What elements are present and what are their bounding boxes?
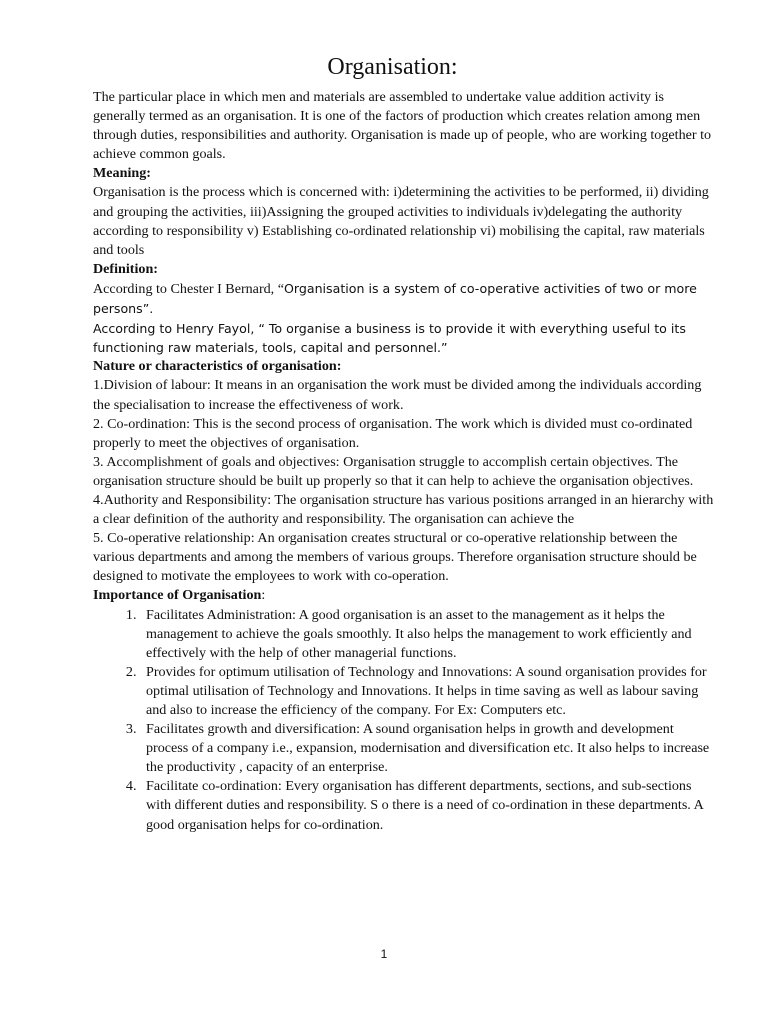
definition-heading: Definition: — [93, 260, 158, 277]
importance-heading-colon: : — [261, 587, 266, 604]
nature-item: 1.Division of labour: It means in an organisation the work must be divided among the individuals according the specialisation to increase the effectiveness of work. — [93, 377, 702, 413]
importance-heading-text: Importance of Organisation — [93, 587, 262, 604]
nature-item: 3. Accomplishment of goals and objectives: Organisation struggle to accomplish certain objectives. The organisation structure should be built up properly so that it can help to achieve the organisation objectives. — [93, 453, 694, 489]
nature-item: 2. Co-ordination: This is the second process of organisation. The work which is divided must co-ordinated properly to meet the objectives of organisation. — [93, 415, 693, 451]
nature-item: 4.Authority and Responsibility: The organisation structure has various positions arranged in an hierarchy with a clear definition of the authority and responsibility. The organisation can achieve the — [93, 491, 714, 528]
intro-paragraph: The particular place in which men and materials are assembled to undertake value addition activity is generally termed as an organisation. It is one of the factors of production which creates relation among men through duties, responsibilities and authority. Organisation is made up of people, who are working together to achieve common goals. — [93, 89, 712, 163]
bernard-quote: Organisation is a system of co-operative activities of two or more persons”. — [93, 280, 697, 317]
importance-item: 1. Facilitates Administration: A good organisation is an asset to the management as it helps the management to achieve the goals smoothly. It also helps the management to work efficiently and effectively with the help of other managerial functions. — [140, 606, 716, 663]
bernard-prefix: According to Chester I Bernard, “ — [93, 280, 284, 297]
definition-fayol: According to Henry Fayol, “ To organise a business is to provide it with everything useful to its functioning raw materials, tools, capital and personnel.” — [93, 321, 686, 356]
nature-item: 5. Co-operative relationship: An organisation creates structural or co-operative relationship between the various departments and among the members of various groups. Therefore organisation structure should be designed to motivate the employees to work with co-operation. — [93, 530, 697, 585]
importance-item: 2. Provides for optimum utilisation of Technology and Innovations: A sound organisation provides for optimal utilisation of Technology and Innovations. It helps in time saving as well as labour saving and also to increase the efficiency of the company. For Ex: Computers etc. — [140, 663, 716, 720]
nature-heading: Nature or characteristics of organisation: — [93, 358, 342, 375]
meaning-heading: Meaning: — [93, 165, 151, 182]
definition-bernard — [93, 279, 716, 319]
importance-item: 3. Facilitates growth and diversification: A sound organisation helps in growth and development process of a company i.e., expansion, modernisation and diversification etc. It also helps to increase the productivity , capacity of an enterprise. — [140, 720, 716, 777]
importance-list — [93, 606, 716, 835]
importance-heading — [93, 586, 716, 605]
importance-item: 4. Facilitate co-ordination: Every organisation has different departments, sections, and sub-sections with different duties and responsibility. S o there is a need of co-ordination in these departments. A good organisation helps for co-ordination. — [140, 777, 716, 834]
page-number: 1 — [380, 947, 388, 961]
meaning-paragraph: Organisation is the process which is concerned with: i)determining the activities to be performed, ii) dividing and grouping the activities, iii)Assigning the grouped activities to individuals iv)delegating the authority according to responsibility v) Establishing co-ordinated relationship vi) mobilising the capital, raw materials and tools — [93, 184, 709, 258]
page-title: Organisation: — [327, 54, 458, 80]
